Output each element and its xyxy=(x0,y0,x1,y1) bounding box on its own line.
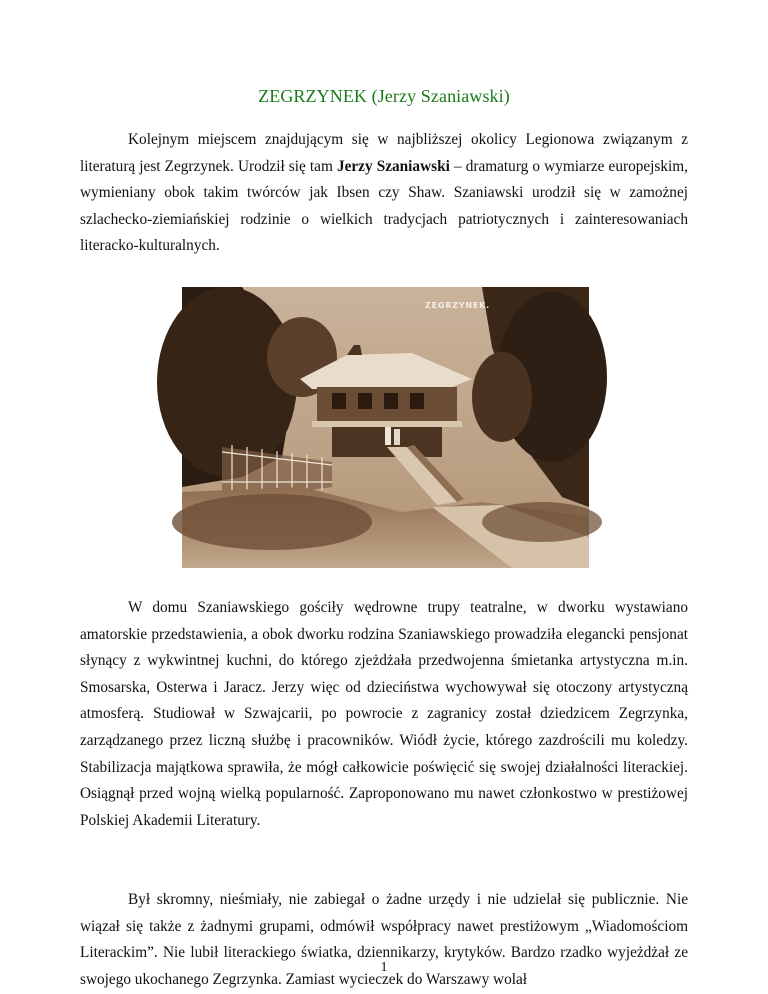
paragraph-character: Był skromny, nieśmiały, nie zabiegał o żadne urzędy i nie udzielał się publicznie. Nie wiązał się także z żadnymi grupami, odmówił współpracy nawet prestiżowym „Wiadomościom Literackim”. Nie lubił literackiego światka, dziennikarzy, krytyków. Bardzo rzadko wyjeżdżał ze swojego ukochanego Zegrzynka. Zamiast wycieczek do Warszawy wolał xyxy=(80,891,688,988)
paragraph-intro xyxy=(80,127,688,260)
manor-house-image xyxy=(182,287,589,568)
photo-caption: ZEGRZYNEK. xyxy=(425,301,490,310)
zegrzynek-photo xyxy=(182,287,589,568)
paragraph-home: W domu Szaniawskiego gościły wędrowne trupy teatralne, w dworku wystawiano amatorskie przedstawienia, a obok dworku rodzina Szaniawskiego prowadziła elegancki pensjonat słynący z wykwintnej kuchni, do którego zjeżdżała przedwojenna śmietanka artystyczna m.in. Smosarska, Osterwa i Jaracz. Jerzy więc od dzieciństwa wychowywał się otoczony artystyczną atmosferą. Studiował w Szwajcarii, po powrocie z zagranicy został dziedzicem Zegrzynka, zarządzanego przez liczną służbę i pracowników. Wiódł życie, którego zazdrościli mu koledzy. Stabilizacja majątkowa sprawiła, że mógł całkowicie poświęcić się swojej działalności literackiej. Osiągnął przed wojną wielką popularność. Zaproponowano mu nawet członkostwo w prestiżowej Polskiej Akademii Literatury. xyxy=(80,599,688,829)
paragraph-intro-text-start: Kolejnym miejscem znajdującym się w najbliższej okolicy Legionowa związanym z literaturą jest Zegrzynek. Urodził się tam xyxy=(80,131,688,175)
page-number: 1 xyxy=(380,960,388,975)
paragraph-intro-text-end: – dramaturg o wymiarze europejskim, wymieniany obok takim twórców jak Ibsen czy Shaw. Szaniawski urodził się w zamożnej szlachecko-ziemiańskiej rodzinie o wielkich tradycjach patriotycznych i zainteresowaniach literacko-kulturalnych. xyxy=(80,157,688,255)
document-title: ZEGRZYNEK (Jerzy Szaniawski) xyxy=(258,86,510,106)
author-name: Jerzy Szaniawski xyxy=(336,157,450,175)
